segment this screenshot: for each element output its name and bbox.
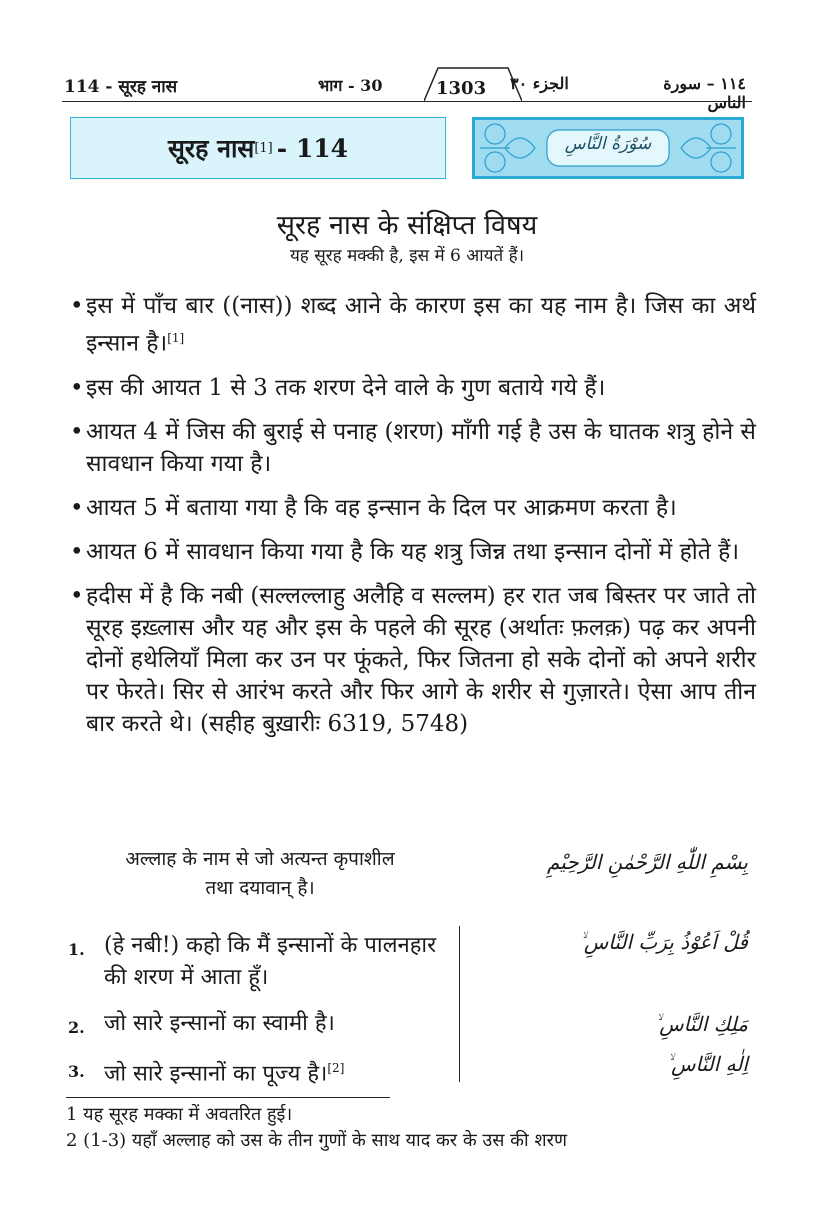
verse-number: 3. <box>68 1062 85 1081</box>
summary-bullet-list <box>70 290 756 752</box>
surah-title-box <box>70 117 446 179</box>
bismillah-hindi: अल्लाह के नाम से जो अत्यन्त कृपाशील तथा दयावान् है। <box>125 848 395 899</box>
summary-bullet: • आयत 5 में बताया गया है कि वह इन्सान के दिल पर आक्रमण करता है। <box>70 494 677 521</box>
title-footnote-ref: [1] <box>254 140 273 156</box>
summary-bullet: • इस में पाँच बार ((नास)) शब्द आने के कारण इस का यह नाम है। जिस का अर्थ इन्सान है।[1] <box>70 293 756 357</box>
part-label: भाग - 30 <box>318 76 383 95</box>
surah-number: - 114 <box>276 133 349 163</box>
verse-arabic: مَلِكِ النَّاسِ ۙ <box>654 1012 748 1036</box>
footnote-rule <box>66 1097 390 1098</box>
verse-translation: 3. जो सारे इन्सानों का पूज्य है।[2] <box>68 1052 448 1090</box>
summary-bullet: • आयत 6 में सावधान किया गया है कि यह शत्रु जिन्न तथा इन्सान दोनों में होते हैं। <box>70 538 740 565</box>
surah-title: सूरह नास <box>167 134 255 163</box>
running-header-right-arabic: ١١٤ – سورة الناس <box>663 74 746 112</box>
surah-ornament-panel <box>472 117 744 179</box>
verse-arabic: اِلٰهِ النَّاسِ ۙ <box>666 1052 748 1076</box>
verse-number: 2. <box>68 1018 85 1037</box>
verse-arabic: قُلْ اَعُوْذُ بِرَبِّ النَّاسِ ۙ <box>578 930 748 954</box>
running-header-left: 114 - सूरह नास <box>64 77 178 97</box>
header-rule <box>62 101 752 102</box>
summary-heading: सूरह नास के संक्षिप्त विषय <box>276 210 538 241</box>
summary-bullet: • हदीस में है कि नबी (सल्लल्लाहु अलैहि व सल्लम) हर रात जब बिस्तर पर जाते तो सूरह इख़्लास और यह और इस के पहले की सूरह (अर्थातः फ़लक़) पढ़ कर अपनी दोनों हथेलियाँ मिला कर उन पर फूंकते, फिर जितना हो सके दोनों को अपने शरीर पर फेरते। सिर से आरंभ करते और फिर आगे के शरीर से गुज़ारते। ऐसा आप तीन बार करते थे। (सहीह बुख़ारीः 6319, 5748) <box>70 582 756 737</box>
bismillah-arabic: بِسْمِ اللّٰهِ الرَّحْمٰنِ الرَّحِيْمِ <box>546 850 748 874</box>
footnote: 2 (1-3) यहाँ अल्लाह को उस के तीन गुणों के साथ याद कर के उस की शरण <box>66 1130 568 1151</box>
verse-translation: 1. (हे नबी!) कहो कि मैं इन्सानों के पालनहार की शरण में आता हूँ। <box>68 933 437 990</box>
verse-translation: 2. जो सारे इन्सानों का स्वामी है। <box>68 1008 448 1040</box>
ornament-arabic-title: سُوْرَةُ النَّاسِ <box>564 134 652 154</box>
juz-label-arabic: الجزء ٣٠ <box>510 74 569 93</box>
verse-number: 1. <box>68 940 85 959</box>
summary-subheading: यह सूरह मक्की है, इस में 6 आयतें हैं। <box>289 246 525 266</box>
page-number: 1303 <box>436 78 487 99</box>
summary-bullet: • आयत 4 में जिस की बुराई से पनाह (शरण) माँगी गई है उस के घातक शत्रु होने से सावधान किया गया है। <box>70 418 756 477</box>
summary-bullet: • इस की आयत 1 से 3 तक शरण देने वाले के गुण बताये गये हैं। <box>70 374 606 401</box>
verse-footnote-ref: [2] <box>327 1061 345 1075</box>
column-divider <box>459 926 460 1082</box>
footnote: 1 यह सूरह मक्का में अवतरित हुई। <box>66 1104 293 1125</box>
